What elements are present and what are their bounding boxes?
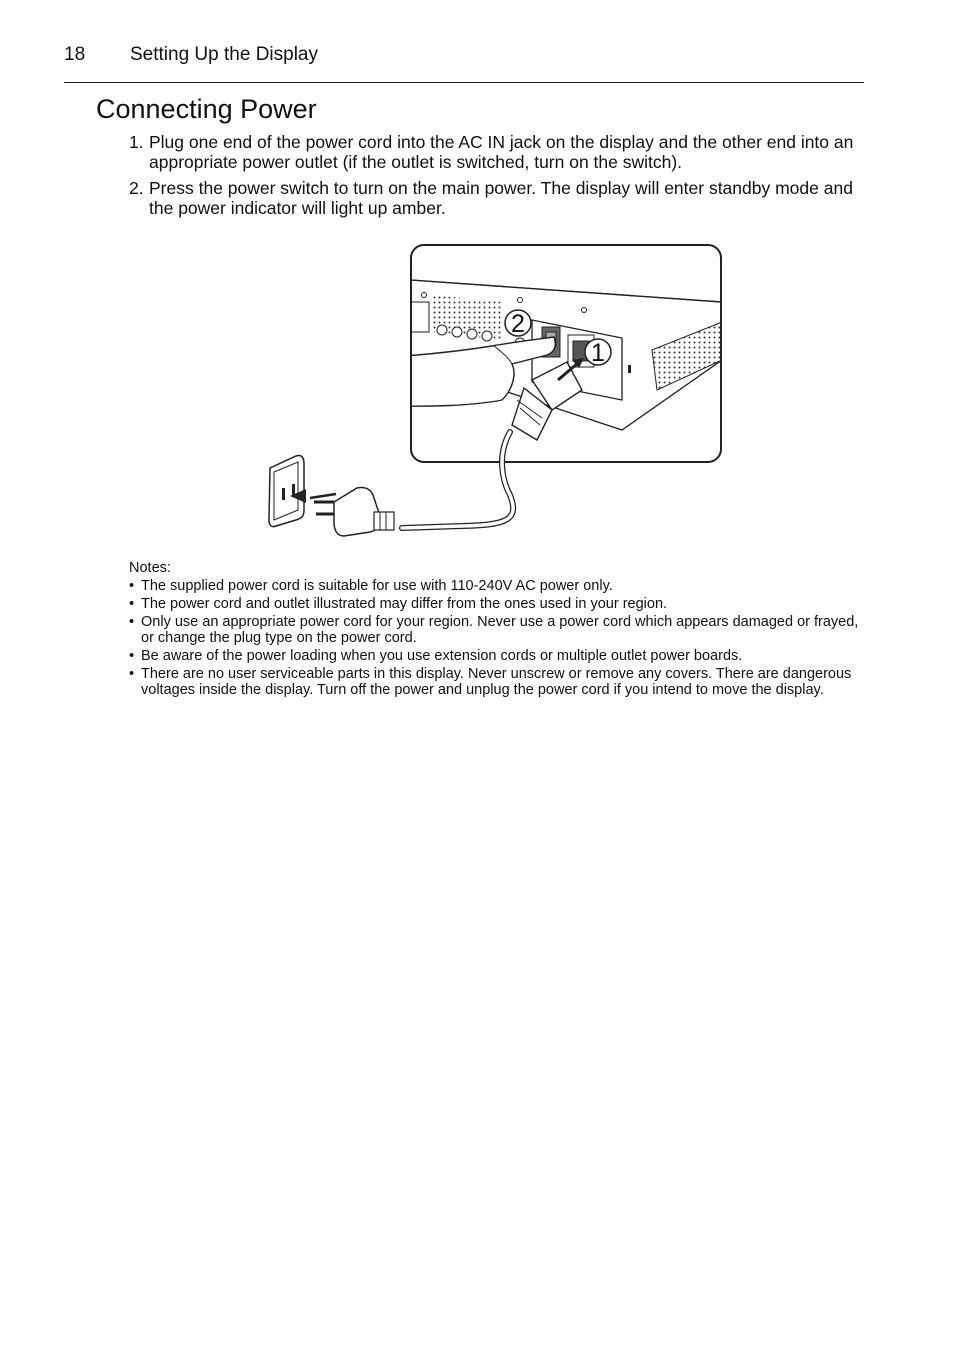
notes-section [129,560,869,700]
note-item [129,614,869,646]
note-text: Be aware of the power loading when you use extension cords or multiple outlet power boards. [141,648,743,664]
step-text: Press the power switch to turn on the main power. The display will enter standby mode and the power indicator will light up amber. [149,178,853,218]
step-text: Plug one end of the power cord into the AC IN jack on the display and the other end into an appropriate power outlet (if the outlet is switched, turn on the switch). [149,132,854,172]
step-number: 1. [129,132,144,152]
note-item [129,596,869,612]
steps-list [129,132,859,224]
power-cord [402,432,513,528]
section-title: Connecting Power [96,94,317,124]
note-text: There are no user serviceable parts in this display. Never unscrew or remove any covers. There are dangerous voltages inside the display. Turn off the power and unplug the power cord if you intend to move the display. [141,666,852,698]
note-item [129,666,869,698]
note-text: The supplied power cord is suitable for use with 110-240V AC power only. [141,578,613,594]
power-connection-illustration [262,240,732,540]
bullet: • [129,614,135,630]
step-number: 2. [129,178,144,198]
callout-1-label: 1 [591,339,605,367]
note-text: Only use an appropriate power cord for your region. Never use a power cord which appears damaged or frayed, or change the plug type on the power cord. [141,614,859,646]
running-head: Setting Up the Display [130,44,318,65]
note-item [129,648,869,664]
page-number: 18 [64,44,86,65]
bullet: • [129,578,135,594]
step-item [129,178,859,218]
bullet: • [129,666,135,682]
bullet: • [129,596,135,612]
wall-plug [290,487,394,536]
note-text: The power cord and outlet illustrated may differ from the ones used in your region. [141,596,668,612]
page-header [64,44,864,83]
notes-list [129,578,869,698]
display-rear-panel [372,280,722,440]
callout-2-label: 2 [511,310,525,338]
bullet: • [129,648,135,664]
note-item [129,578,869,594]
wall-outlet [269,455,304,526]
notes-label: Notes: [129,560,171,576]
step-item [129,132,859,172]
